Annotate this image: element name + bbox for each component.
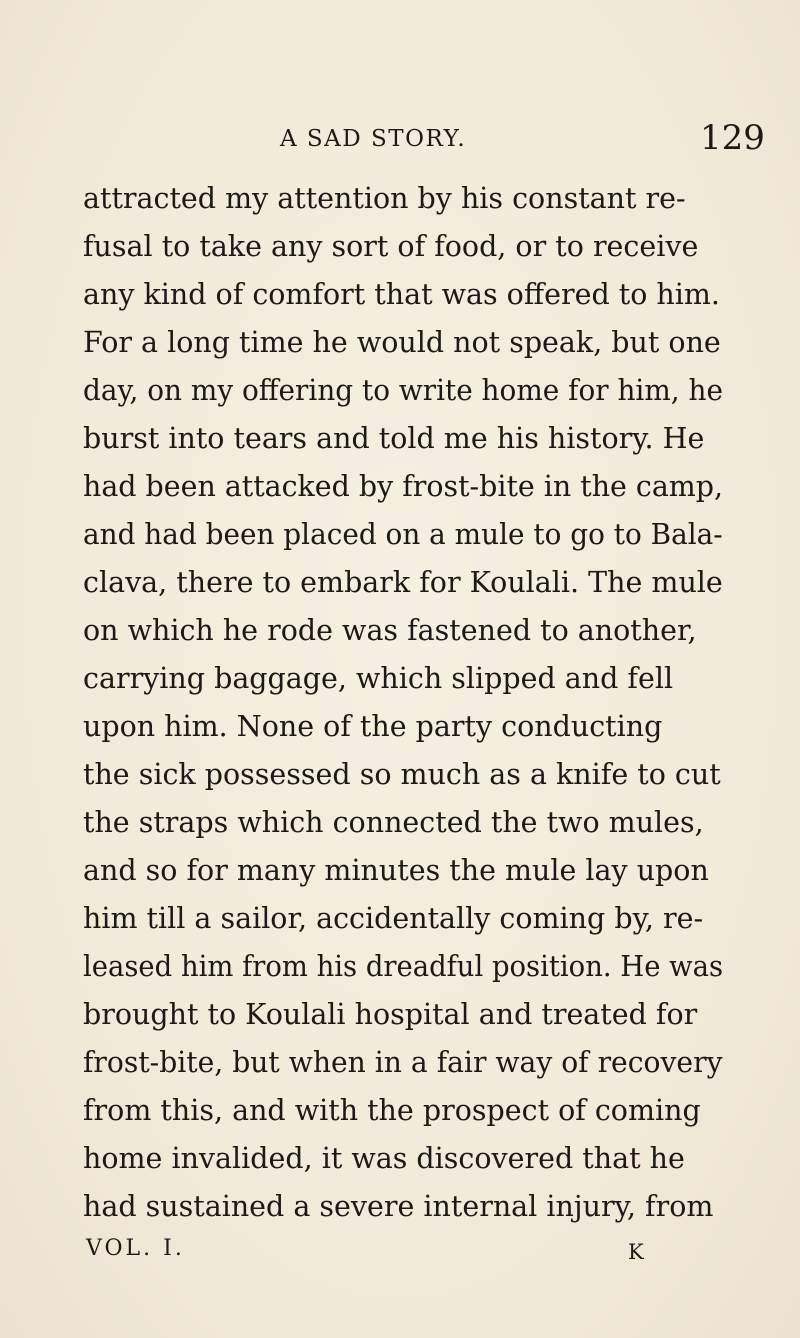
running-title: A SAD STORY. [280,126,467,152]
text-line: brought to Koulali hospital and treated for [83,998,698,1031]
signature-mark: K [628,1240,644,1264]
text-line: on which he rode was fastened to another, [83,614,697,647]
text-line: the straps which connected the two mules, [83,806,704,839]
text-line: from this, and with the prospect of coming [83,1094,701,1127]
text-line: had sustained a severe internal injury, from [83,1190,714,1223]
text-line: and so for many minutes the mule lay upon [83,854,709,887]
text-line: attracted my attention by his constant re- [83,182,686,215]
text-line: fusal to take any sort of food, or to receive [83,230,699,263]
page-number: 129 [700,118,765,158]
text-line: him till a sailor, accidentally coming by, re- [83,902,704,935]
text-line: the sick possessed so much as a knife to cut [83,758,721,791]
text-line: upon him. None of the party conducting [83,710,663,743]
volume-mark: VOL. I. [86,1236,185,1261]
text-line: any kind of comfort that was offered to him. [83,278,720,311]
text-line: carrying baggage, which slipped and fell [83,662,674,695]
text-line: had been attacked by frost-bite in the camp, [83,470,724,503]
text-line: clava, there to embark for Koulali. The mule [83,566,723,599]
text-line: home invalided, it was discovered that he [83,1142,685,1175]
text-line: day, on my offering to write home for him, he [83,374,723,407]
text-line: For a long time he would not speak, but one [83,326,721,359]
text-line: leased him from his dreadful position. He was [83,950,724,983]
text-line: burst into tears and told me his history. He [83,422,705,455]
text-line: frost-bite, but when in a fair way of recovery [83,1046,723,1079]
text-line: and had been placed on a mule to go to Bala- [83,518,723,551]
